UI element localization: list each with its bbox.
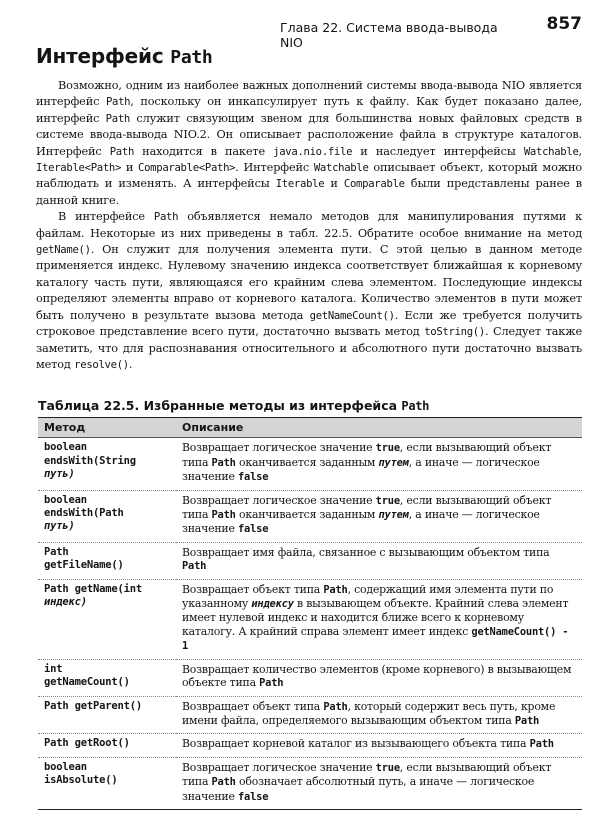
- method-cell: [38, 438, 176, 490]
- text-run: . Следует также заметить, что для распознавания относительного и абсолютного пути достаточно вызвать метод: [36, 325, 582, 371]
- page-number: 857: [546, 14, 582, 34]
- param-run: индекс): [44, 596, 87, 609]
- running-head: [280, 14, 582, 50]
- table-row: [38, 757, 582, 809]
- text-run: , если вызывающий объект типа: [182, 493, 552, 522]
- method-cell: [38, 490, 176, 542]
- method-cell: [38, 696, 176, 734]
- text-run: Возвращает логическое значение: [182, 441, 376, 455]
- param-run: путь): [44, 520, 75, 533]
- code-run: Path: [211, 456, 236, 469]
- column-header-method: Метод: [38, 418, 176, 438]
- text-run: , который содержит весь путь, кроме имени файла, определяемого вызывающим объектом типа: [182, 699, 556, 727]
- text-run: Возвращает объект типа: [182, 699, 324, 713]
- code-run: boolean: [44, 441, 87, 454]
- text-run: служит связующим звеном для большинства новых файловых средств в системе ввода-вывода NIO.2. Он описывает расположение файла в структуре каталогов. Интерфейс: [36, 111, 582, 158]
- text-run: Возвращает логическое значение: [182, 760, 376, 774]
- description-cell: [176, 542, 582, 579]
- param-run: путем: [378, 456, 409, 469]
- text-run: . Он служит для получения элемента пути. С этой целью в данном методе применяется индекс. Нулевому значению индекса соответствует ближайшая к корневому каталогу часть пути, являющаяся его крайним слева элементом. Последующие индексы определяют элементы вправо от корневого каталога. Количество элементов в пути может быть получено в результате вызова метода: [36, 243, 582, 322]
- text-run: Возвращает объект типа: [182, 582, 324, 596]
- code-run: Path: [105, 112, 130, 125]
- code-run: Path: [211, 509, 236, 522]
- method-cell: [38, 542, 176, 579]
- description-cell: [176, 696, 582, 734]
- section-heading-text: Интерфейс: [36, 44, 171, 68]
- code-run: getNameCount() - 1: [182, 625, 569, 653]
- text-run: и: [324, 177, 344, 191]
- code-run: false: [237, 523, 269, 536]
- code-run: Path: [44, 545, 69, 558]
- text-run: , содержащий имя элемента пути по указанному: [182, 582, 554, 611]
- method-cell: [38, 757, 176, 809]
- column-header-description: Описание: [176, 418, 582, 438]
- text-run: Возможно, одним из наиболее важных дополнений системы ввода-вывода NIO является интерфейс: [36, 79, 582, 109]
- code-run: Path: [514, 714, 540, 727]
- table-row: [38, 438, 582, 490]
- code-run: true: [375, 761, 400, 774]
- table-header-row: [38, 418, 582, 438]
- code-run: getFileName(): [44, 559, 124, 572]
- code-run: Path: [109, 145, 135, 158]
- text-run: Возвращает имя файла, связанное с вызывающим объектом типа: [182, 545, 550, 559]
- text-run: , поскольку он инкапсулирует путь к файлу. Как будет показано далее, интерфейс: [36, 95, 583, 125]
- text-run: , а иначе — логическое значение: [182, 455, 540, 484]
- code-run: Path: [529, 738, 554, 751]
- paragraph-1: [36, 78, 582, 209]
- paragraph-2: [36, 209, 582, 373]
- text-run: объявляется немало методов для манипулирования путями к файлам. Некоторые из них приведены в табл. 22.5. Обратите особое внимание на метод: [36, 210, 582, 240]
- chapter-title: Глава 22. Система ввода-вывода NIO: [280, 20, 498, 50]
- code-run: Iterable<Path>: [36, 162, 122, 175]
- text-run: оканчивается заданным: [235, 508, 379, 522]
- text-run: .: [128, 357, 133, 371]
- section-heading-code: Path: [170, 47, 213, 68]
- table-row: [38, 696, 582, 734]
- text-run: Возвращает корневой каталог из вызывающего объекта типа: [182, 737, 530, 751]
- code-run: endsWith(String: [44, 454, 136, 467]
- code-run: Path: [182, 560, 207, 573]
- code-run: boolean: [44, 760, 87, 773]
- method-cell: [38, 579, 176, 659]
- code-run: Path: [259, 677, 284, 690]
- description-cell: [176, 438, 582, 490]
- text-run: находится в пакете: [134, 144, 274, 158]
- code-run: endsWith(Path: [44, 507, 124, 520]
- param-run: путь): [44, 468, 75, 481]
- code-run: false: [237, 471, 269, 484]
- code-run: int: [44, 662, 63, 675]
- text-run: , если вызывающий объект типа: [182, 760, 552, 789]
- description-cell: [176, 757, 582, 809]
- code-run: isAbsolute(): [44, 774, 118, 787]
- table-caption: [38, 398, 429, 413]
- description-cell: [176, 734, 582, 757]
- code-run: Watchable: [523, 145, 579, 158]
- code-run: Path getRoot(): [44, 737, 130, 750]
- code-run: Path: [211, 776, 236, 789]
- code-run: Path: [323, 700, 348, 713]
- code-run: true: [375, 494, 400, 507]
- methods-table: [38, 417, 582, 810]
- text-run: . Если же требуется получить строковое представление всего пути, достаточно вызвать метод: [36, 308, 583, 339]
- code-run: false: [237, 790, 269, 803]
- table-row: [38, 542, 582, 579]
- text-run: Возвращает количество элементов (кроме корневого) в вызывающем объекте типа: [182, 662, 572, 690]
- text-run: оканчивается заданным: [235, 455, 379, 469]
- section-heading: [36, 44, 212, 68]
- code-run: Path getParent(): [44, 699, 142, 712]
- param-run: путем: [378, 509, 409, 522]
- caption-text: Таблица 22.5. Избранные методы из интерфейса: [38, 398, 402, 413]
- table-row: [38, 579, 582, 659]
- description-cell: [176, 579, 582, 659]
- code-run: Path getName(int: [44, 582, 142, 595]
- method-cell: [38, 659, 176, 696]
- description-cell: [176, 659, 582, 696]
- code-run: getNameCount(): [44, 676, 130, 689]
- text-run: в вызывающем объекте. Крайний слева элемент имеет нулевой индекс и находится ближе всего к корневому каталогу. А крайний справа элемент имеет индекс: [182, 597, 569, 638]
- caption-code: Path: [401, 399, 430, 413]
- code-run: true: [375, 442, 400, 455]
- code-run: boolean: [44, 493, 87, 506]
- text-run: были представлены ранее в данной книге.: [36, 177, 582, 207]
- text-run: ,: [578, 144, 582, 158]
- method-cell: [38, 734, 176, 757]
- body-text: [36, 78, 582, 373]
- code-run: Comparable<Path>: [138, 162, 236, 175]
- code-run: resolve(): [74, 358, 129, 371]
- table-row: [38, 659, 582, 696]
- text-run: . Интерфейс: [235, 161, 314, 175]
- code-run: Path: [323, 583, 348, 596]
- code-run: getName(): [36, 244, 91, 257]
- code-run: getNameCount(): [309, 309, 395, 322]
- text-run: обозначает абсолютный путь, а иначе — логическое значение: [182, 775, 535, 803]
- code-run: Iterable: [275, 178, 325, 191]
- text-run: Возвращает логическое значение: [182, 493, 376, 507]
- code-run: Comparable: [343, 178, 405, 191]
- code-run: Path: [105, 96, 131, 109]
- code-run: Watchable: [313, 162, 369, 175]
- table-row: [38, 490, 582, 542]
- text-run: описывает объект, который можно наблюдать и изменять. А интерфейсы: [36, 161, 582, 191]
- text-run: , если вызывающий объект типа: [182, 441, 552, 469]
- param-run: индексу: [251, 598, 294, 611]
- description-cell: [176, 490, 582, 542]
- code-run: toString(): [424, 326, 485, 339]
- table-row: [38, 734, 582, 757]
- text-run: , а иначе — логическое значение: [182, 508, 540, 536]
- text-run: В интерфейсе: [58, 210, 154, 224]
- text-run: и: [121, 161, 139, 175]
- code-run: Path: [153, 211, 179, 224]
- code-run: java.nio.file: [273, 145, 353, 158]
- text-run: и наследует интерфейсы: [352, 144, 524, 158]
